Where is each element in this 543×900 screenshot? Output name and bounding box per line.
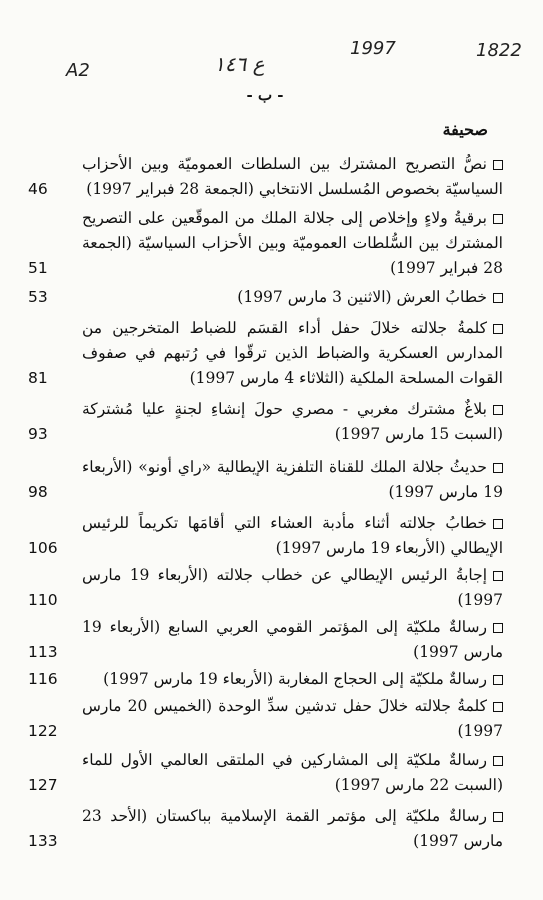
toc-entry-page: 53: [28, 288, 48, 306]
toc-entry-page: 116: [28, 670, 58, 688]
checkbox-bullet-icon: [493, 160, 503, 170]
toc-entry-page: 98: [28, 483, 48, 501]
checkbox-bullet-icon: [493, 405, 503, 415]
handwritten-arabic-note: ع ١٤٦: [214, 52, 265, 76]
toc-entry-title: رسالةٌ ملكيّة إلى مؤتمر القمة الإسلامية بباكستان (الأحد 23 مارس 1997): [82, 807, 503, 850]
toc-entry-title: خطابُ جلالته أثناء مأدبة العشاء التي أقامَها تكريماً للرئيس الإيطالي (الأربعاء 19 مارس 1997): [82, 514, 503, 557]
toc-entry: [28, 667, 503, 692]
checkbox-bullet-icon: [493, 675, 503, 685]
checkbox-bullet-icon: [493, 293, 503, 303]
toc-entry-title: كلمةُ جلالته خلالَ حفل أداء القسَم للضباط المتخرجين من المدارس العسكرية والضباط الذين ترقّوا في رُتبهم في صفوف القوات المسلحة الملكية (الثلاثاء 4 مارس 1997): [82, 319, 503, 387]
table-of-contents: [28, 140, 503, 854]
toc-entry-title: رسالةٌ ملكيّة إلى الحجاج المغاربة (الأربعاء 19 مارس 1997): [103, 670, 487, 688]
checkbox-bullet-icon: [493, 324, 503, 334]
toc-entry: [28, 615, 503, 665]
page-column-header: صحيفة: [442, 120, 488, 139]
checkbox-bullet-icon: [493, 702, 503, 712]
toc-entry-title: رسالةٌ ملكيّة إلى المشاركين في الملتقى العالمي الأول للماء (السبت 22 مارس 1997): [82, 751, 503, 794]
checkbox-bullet-icon: [493, 214, 503, 224]
toc-entry: [28, 152, 503, 202]
toc-entry: [28, 563, 503, 613]
toc-entry-title: حديثُ جلالة الملك للقناة التلفزية الإيطالية «راي أونو» (الأربعاء 19 مارس 1997): [82, 458, 503, 501]
handwritten-number: 1822: [476, 40, 522, 61]
toc-entry-title: برقيةُ ولاءٍ وإخلاص إلى جلالة الملك من الموقّعين على التصريح المشترك بين السُّلطات العموميّة وبين الأحزاب السياسيّة (الجمعة 28 فبراير 1997): [82, 209, 503, 277]
toc-entry-page: 51: [28, 259, 48, 277]
toc-entry-page: 133: [28, 832, 58, 850]
checkbox-bullet-icon: [493, 623, 503, 633]
checkbox-bullet-icon: [493, 571, 503, 581]
toc-entry: [28, 206, 503, 281]
toc-entry-title: بلاغٌ مشترك مغربي - مصري حولَ إنشاءِ لجنةٍ عليا مُشتركة (السبت 15 مارس 1997): [82, 400, 503, 443]
toc-entry-page: 46: [28, 180, 48, 198]
checkbox-bullet-icon: [493, 756, 503, 766]
toc-entry-title: خطابُ العرش (الاثنين 3 مارس 1997): [237, 288, 487, 306]
page-marker: - ب -: [246, 86, 284, 104]
toc-entry-page: 93: [28, 425, 48, 443]
toc-entry: [28, 804, 503, 854]
toc-entry-page: 122: [28, 722, 58, 740]
toc-entry-page: 106: [28, 539, 58, 557]
toc-entry: [28, 316, 503, 391]
toc-entry: [28, 694, 503, 744]
toc-entry-page: 81: [28, 369, 48, 387]
toc-entry: [28, 455, 503, 505]
checkbox-bullet-icon: [493, 519, 503, 529]
checkbox-bullet-icon: [493, 812, 503, 822]
handwritten-a2: A2: [66, 60, 90, 81]
handwritten-year: 1997: [350, 38, 396, 59]
toc-entry-title: كلمةُ جلالته خلالَ حفل تدشين سدِّ الوحدة (الخميس 20 مارس 1997): [82, 697, 503, 740]
toc-entry: [28, 748, 503, 798]
toc-entry-title: إجابةُ الرئيس الإيطالي عن خطاب جلالته (الأربعاء 19 مارس 1997): [82, 566, 503, 609]
toc-entry: [28, 511, 503, 561]
toc-entry: [28, 397, 503, 447]
checkbox-bullet-icon: [493, 463, 503, 473]
toc-entry-title: رسالةٌ ملكيّة إلى المؤتمر القومي العربي السابع (الأربعاء 19 مارس 1997): [82, 618, 503, 661]
toc-entry-page: 110: [28, 591, 58, 609]
toc-entry-page: 113: [28, 643, 58, 661]
toc-entry-page: 127: [28, 776, 58, 794]
toc-entry: [28, 285, 503, 310]
toc-entry-title: نصُّ التصريح المشترك بين السلطات العموميّة وبين الأحزاب السياسيّة بخصوص المُسلسل الانتخابي (الجمعة 28 فبراير 1997): [82, 155, 503, 198]
